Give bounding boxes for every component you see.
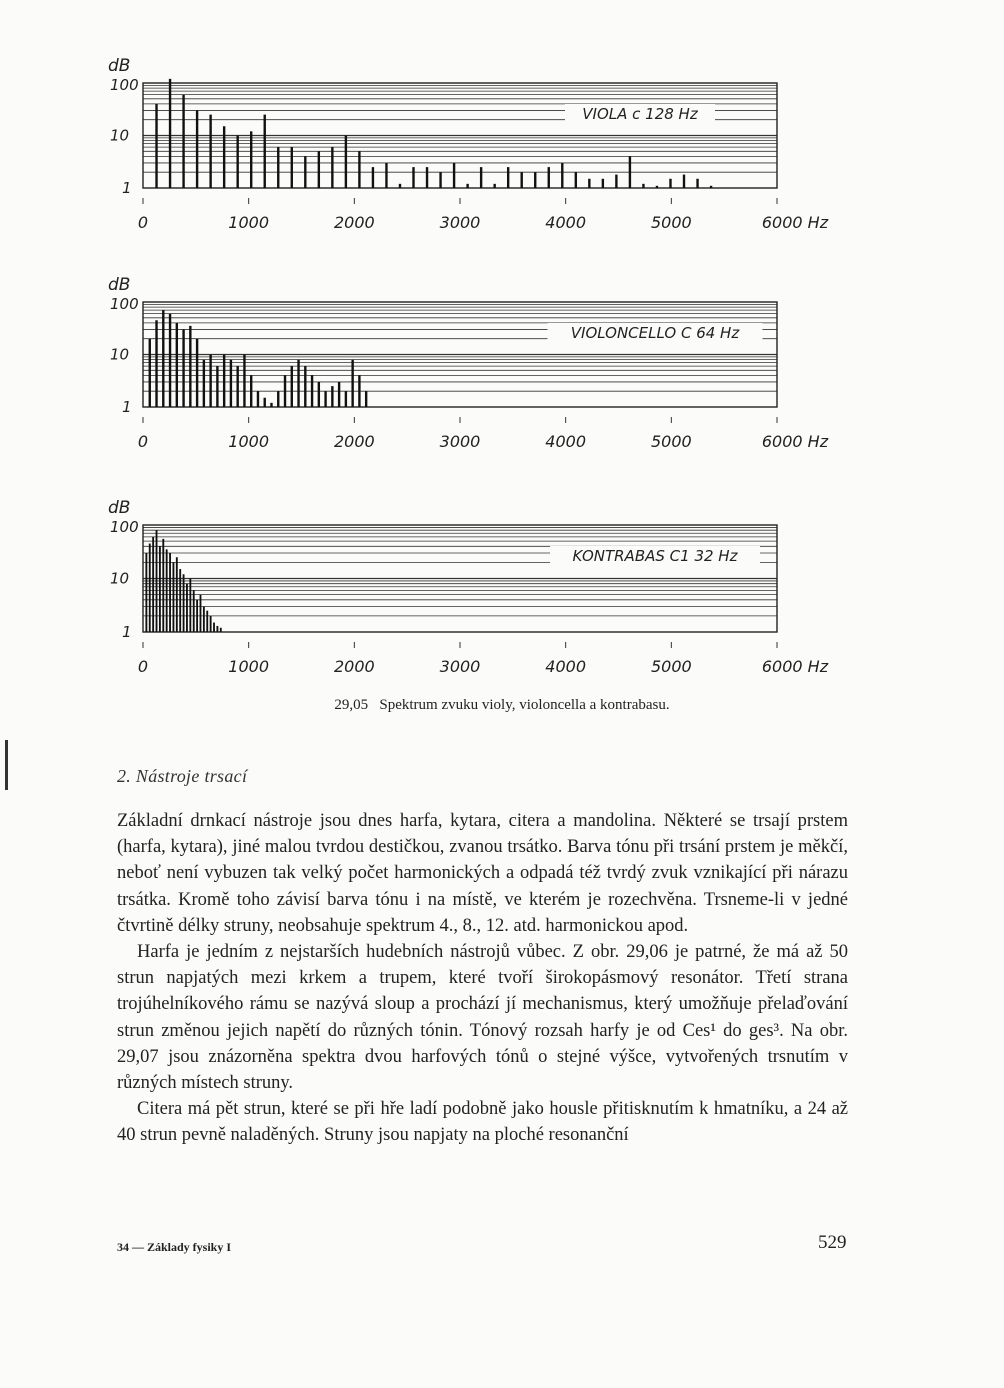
figure-caption <box>0 697 1004 714</box>
chart-3-xtick-label: 2000 <box>333 657 375 676</box>
chart-1-ytick-label: 100 <box>110 76 139 94</box>
chart-1-xtick-label: 4000 <box>545 213 587 232</box>
chart-2-xtick-label: 6000 Hz <box>761 432 829 451</box>
chart-1-xtick-label: 5000 <box>650 213 692 232</box>
paragraph-2: Harfa je jedním z nejstarších hudebních nástrojů vůbec. Z obr. 29,06 je patrné, že má až 50 strun napjatých mezi krkem a trupem, které tvoří širokopásmový resonátor. Třetí strana trojúhelníkového rámu se nazývá sloup a prochází jí mechanismus, který umožňuje přelaďování strun změnou jejich napětí do různých tónin. Tónový rozsah harfy je od Ces¹ do ges³. Na obr. 29,07 jsou znázorněna spektra dvou harfových tónů o stejné výšce, vytvořených trsnutím v různých místech struny. <box>117 942 848 1094</box>
chart-3-ytick-label: 100 <box>110 518 139 536</box>
chart-1-ytick-label: 1 <box>122 179 132 197</box>
chart-1-title: VIOLA c 128 Hz <box>582 105 698 123</box>
chart-1-ytick-label: 10 <box>110 126 130 145</box>
chart-2-ytick-label: 100 <box>110 295 139 313</box>
chart-2-xtick-label: 4000 <box>545 432 587 451</box>
chart-1-xtick-label: 3000 <box>439 213 481 232</box>
chart-3-xtick-label: 6000 Hz <box>761 657 829 676</box>
chart-2-ylabel: dB <box>108 275 131 295</box>
chart-2-xtick-label: 3000 <box>439 432 481 451</box>
section-title: 2. Nástroje trsací <box>117 766 248 786</box>
chart-2-ytick-label: 1 <box>122 398 132 416</box>
chart-1-xtick-label: 2000 <box>333 213 375 232</box>
chart-3-ylabel: dB <box>108 498 131 518</box>
chart-1-xtick-label: 0 <box>137 213 149 232</box>
caption-text: Spektrum zvuku violy, violoncella a kontrabasu. <box>379 697 670 713</box>
chart-3-xtick-label: 1000 <box>228 657 270 676</box>
chart-3-xtick-label: 0 <box>137 657 149 676</box>
chart-2-xtick-label: 0 <box>137 432 149 451</box>
chart-3-xtick-label: 4000 <box>545 657 587 676</box>
chart-3-ytick-label: 10 <box>110 569 130 588</box>
chart-3-xtick-label: 3000 <box>439 657 481 676</box>
chart-3-title: KONTRABAS C1 32 Hz <box>572 547 738 565</box>
body-text <box>117 808 848 1149</box>
chart-1-xtick-label: 1000 <box>228 213 270 232</box>
chart-3-xtick-label: 5000 <box>650 657 692 676</box>
paragraph-3: Citera má pět strun, které se při hře ladí podobně jako housle přitisknutím k hmatníku, a 24 až 40 strun pevně naladěných. Struny jsou napjaty na ploché resonanční <box>117 1099 848 1146</box>
chart-1-xtick-label: 6000 Hz <box>761 213 829 232</box>
spectrum-figure <box>0 0 1004 690</box>
page-number: 529 <box>818 1232 847 1253</box>
chart-2-title: VIOLONCELLO C 64 Hz <box>570 324 740 342</box>
chart-2-xtick-label: 2000 <box>333 432 375 451</box>
chart-3-ytick-label: 1 <box>122 623 132 641</box>
footer-book-title: 34 — Základy fysiky I <box>117 1240 232 1254</box>
paragraph-1: Základní drnkací nástroje jsou dnes harfa, kytara, citera a mandolina. Některé se trsají prstem (harfa, kytara), jiné malou tvrdou destičkou, zvanou trsátko. Barva tónu při trsání prstem je měkčí, neboť není vybuzen tak velký počet harmonických a odpadá též tvrdý zvuk vznikající při nárazu trsátka. Kromě toho závisí barva tónu i na místě, ve kterém je rozechvěna. Trsneme-li v jedné čtvrtině délky struny, neobsahuje spektrum 4., 8., 12. atd. harmonickou apod. <box>117 811 848 936</box>
chart-2-ytick-label: 10 <box>110 345 130 364</box>
chart-2-xtick-label: 5000 <box>650 432 692 451</box>
chart-2-xtick-label: 1000 <box>228 432 270 451</box>
edge-mark <box>5 740 8 790</box>
caption-number: 29,05 <box>334 697 369 713</box>
chart-1-ylabel: dB <box>108 56 131 76</box>
